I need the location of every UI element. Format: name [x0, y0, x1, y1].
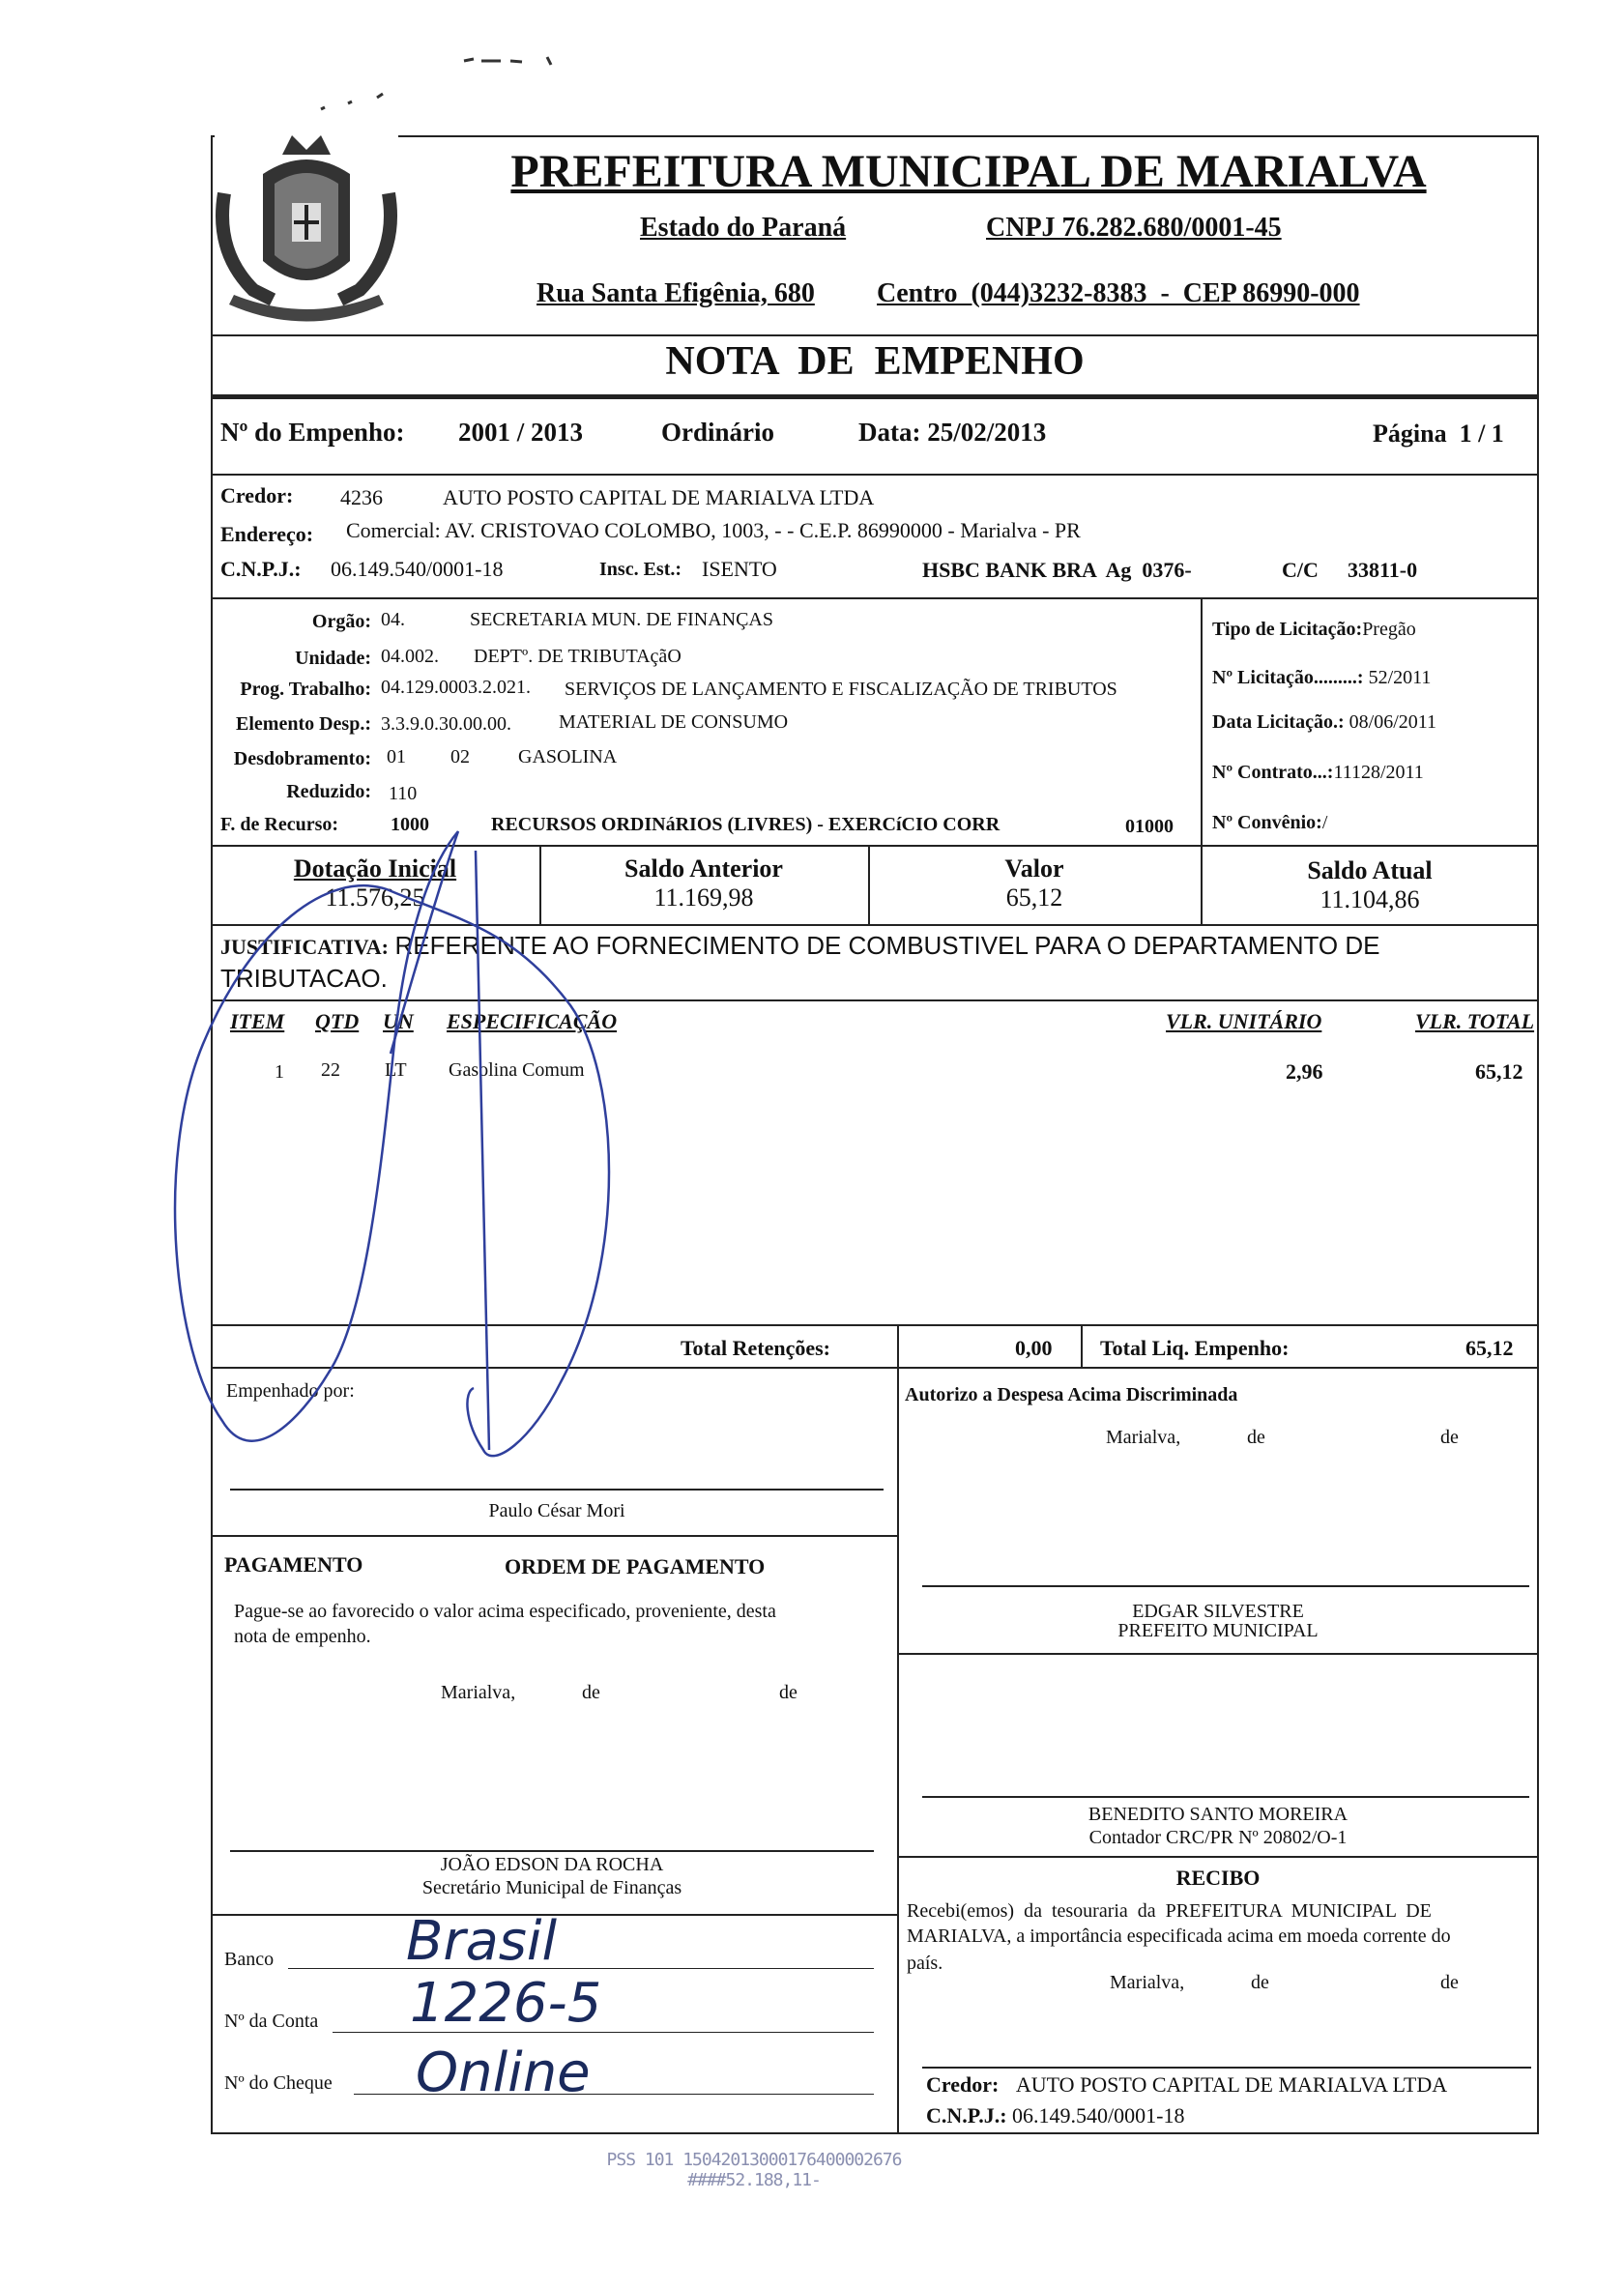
- footer-code: PSS 101 15042013000176400002676 ####52.188,11-: [606, 2150, 902, 2190]
- recibo-text-3: país.: [907, 1953, 943, 1974]
- pagamento-de1: de: [582, 1682, 600, 1703]
- atual-label: Saldo Atual: [1307, 856, 1433, 884]
- item-row-espec: Gasolina Comum: [449, 1059, 585, 1081]
- convenio-label: Nº Convênio:: [1212, 812, 1322, 833]
- header-state: Estado do Paraná: [640, 213, 847, 243]
- item-row-un: LT: [385, 1059, 407, 1081]
- justificativa: [220, 930, 1380, 995]
- credor-insc: ISENTO: [702, 557, 777, 581]
- divider: [211, 597, 1539, 599]
- dotacao-value: 11.576,25: [325, 883, 425, 912]
- empenhado-label: Empenhado por:: [226, 1380, 355, 1402]
- credor-address: Comercial: AV. CRISTOVAO COLOMBO, 1003, - - C.E.P. 86990000 - Marialva - PR: [346, 518, 1081, 542]
- convenio-value: /: [1321, 812, 1328, 833]
- divider: [211, 334, 1539, 336]
- credor-cc: 33811-0: [1348, 558, 1418, 582]
- col-un: UN: [383, 1009, 414, 1033]
- numero-licitacao-label: Nº Licitação.........:: [1212, 667, 1364, 688]
- empenho-date: Data: 25/02/2013: [858, 418, 1047, 447]
- cnpj-label: C.N.P.J.:: [220, 557, 302, 581]
- anterior-value: 11.169,98: [653, 883, 754, 912]
- stray-mark: [462, 53, 559, 61]
- divider: [1201, 597, 1203, 845]
- stray-mark: [319, 92, 396, 111]
- elemento-name: MATERIAL DE CONSUMO: [559, 711, 789, 733]
- reduzido-label: Reduzido:: [286, 781, 371, 802]
- justificativa-label: JUSTIFICATIVA:: [220, 935, 390, 959]
- liquido-label: Total Liq. Empenho:: [1100, 1336, 1290, 1360]
- tipo-licitacao-value: Pregão: [1362, 619, 1416, 640]
- contrato: [1212, 762, 1424, 784]
- recibo-label: RECIBO: [1175, 1866, 1261, 1890]
- pagamento-de2: de: [779, 1682, 798, 1703]
- tipo-licitacao: [1212, 619, 1416, 641]
- divider: [211, 924, 1539, 926]
- numero-licitacao: [1212, 667, 1431, 689]
- pagamento-signer: JOÃO EDSON DA ROCHA: [440, 1854, 664, 1875]
- orgao-name: SECRETARIA MUN. DE FINANÇAS: [470, 609, 773, 630]
- header-address: Rua Santa Efigênia, 680: [536, 278, 815, 308]
- empenho-page: Página 1 / 1: [1373, 420, 1504, 448]
- elemento-label: Elemento Desp.:: [236, 713, 371, 735]
- recibo-cnpj: [926, 2103, 1184, 2128]
- elemento-code: 3.3.9.0.30.00.00.: [381, 713, 511, 735]
- signature-line: [230, 1489, 884, 1491]
- item-row-qtd: 22: [321, 1059, 340, 1081]
- prog-code: 04.129.0003.2.021.: [381, 677, 531, 698]
- prog-name: SERVIÇOS DE LANÇAMENTO E FISCALIZAÇÃO DE TRIBUTOS: [565, 679, 1117, 700]
- contador-signer: BENEDITO SANTO MOREIRA: [1088, 1804, 1348, 1825]
- divider: [211, 1324, 1539, 1326]
- field-line: [288, 1968, 874, 1969]
- recurso-code: 1000: [391, 814, 429, 835]
- divider: [897, 1324, 899, 1367]
- data-licitacao-label: Data Licitação.:: [1212, 711, 1345, 733]
- recibo-credor-name: AUTO POSTO CAPITAL DE MARIALVA LTDA: [1015, 2072, 1448, 2097]
- data-licitacao-value: 08/06/2011: [1348, 711, 1437, 733]
- desdob-name: GASOLINA: [518, 746, 618, 767]
- credor-name: AUTO POSTO CAPITAL DE MARIALVA LTDA: [443, 485, 875, 509]
- pagamento-place: Marialva,: [441, 1682, 516, 1703]
- col-total: VLR. TOTAL: [1415, 1009, 1535, 1033]
- divider: [211, 394, 1539, 399]
- recibo-de1: de: [1251, 1972, 1269, 1993]
- autorizacao-de1: de: [1247, 1427, 1265, 1448]
- divider: [211, 999, 1539, 1001]
- cheque-handwritten: Online: [416, 2041, 591, 2104]
- banco-handwritten: Brasil: [406, 1910, 558, 1973]
- pagamento-text-2: nota de empenho.: [234, 1626, 371, 1647]
- divider: [211, 474, 1539, 476]
- credor-bank: HSBC BANK BRA Ag 0376-: [922, 558, 1192, 582]
- empenho-number-label: Nº do Empenho:: [220, 418, 405, 447]
- header-contact: Centro (044)3232-8383 - CEP 86990-000: [877, 278, 1360, 308]
- header-title: PREFEITURA MUNICIPAL DE MARIALVA: [510, 146, 1427, 197]
- justificativa-text-2: TRIBUTACAO.: [220, 964, 388, 993]
- recibo-text-1: Recebi(emos) da tesouraria da PREFEITURA MUNICIPAL DE: [907, 1900, 1432, 1922]
- contrato-value: 11128/2011: [1333, 762, 1424, 783]
- reduzido-value: 110: [389, 783, 418, 804]
- recibo-cnpj-value: 06.149.540/0001-18: [1012, 2103, 1185, 2128]
- autorizacao-label: Autorizo a Despesa Acima Discriminada: [905, 1384, 1238, 1405]
- tipo-licitacao-label: Tipo de Licitação:: [1212, 619, 1363, 640]
- header-cnpj: CNPJ 76.282.680/0001-45: [986, 213, 1282, 243]
- recibo-text-2: MARIALVA, a importância especificada acima em moeda corrente do: [907, 1925, 1451, 1947]
- pagamento-label: PAGAMENTO: [224, 1552, 363, 1577]
- divider: [211, 1367, 1539, 1369]
- autorizacao-place: Marialva,: [1106, 1427, 1181, 1448]
- orgao-code: 04.: [381, 609, 405, 630]
- justificativa-text-1: REFERENTE AO FORNECIMENTO DE COMBUSTIVEL PARA O DEPARTAMENTO DE: [394, 931, 1380, 960]
- credor-cnpj: 06.149.540/0001-18: [331, 557, 504, 581]
- pagamento-text-1: Pague-se ao favorecido o valor acima especificado, proveniente, desta: [234, 1601, 776, 1622]
- col-item: ITEM: [230, 1009, 285, 1033]
- desdob-2: 02: [450, 746, 470, 767]
- insc-label: Insc. Est.:: [599, 559, 682, 580]
- liquido-value: 65,12: [1465, 1336, 1514, 1360]
- atual-value: 11.104,86: [1320, 885, 1420, 913]
- valor-value: 65,12: [1005, 883, 1063, 912]
- recurso-label: F. de Recurso:: [220, 814, 339, 835]
- valor-label: Valor: [1004, 854, 1064, 883]
- item-row-total: 65,12: [1475, 1059, 1523, 1084]
- numero-licitacao-value: 52/2011: [1368, 667, 1432, 688]
- cc-label: C/C: [1282, 558, 1319, 582]
- recibo-credor-label: Credor:: [926, 2072, 1000, 2097]
- retencoes-label: Total Retenções:: [681, 1336, 830, 1360]
- empenho-number: 2001 / 2013: [458, 418, 584, 447]
- conta-handwritten: 1226-5: [410, 1972, 602, 2035]
- doc-title: NOTA DE EMPENHO: [665, 339, 1085, 384]
- recibo-cnpj-label: C.N.P.J.:: [926, 2103, 1007, 2128]
- signature-line: [922, 1585, 1529, 1587]
- unidade-code: 04.002.: [381, 646, 439, 667]
- divider: [211, 845, 1539, 847]
- retencoes-value: 0,00: [1015, 1336, 1053, 1360]
- dotacao-label: Dotação Inicial: [293, 854, 457, 883]
- empenhado-name: Paulo César Mori: [488, 1500, 625, 1521]
- unidade-name: DEPTº. DE TRIBUTAçãO: [474, 646, 682, 667]
- signature-line: [230, 1850, 874, 1852]
- anterior-label: Saldo Anterior: [624, 854, 783, 883]
- pagamento-role: Secretário Municipal de Finanças: [421, 1877, 682, 1898]
- autorizacao-de2: de: [1440, 1427, 1459, 1448]
- item-row-unit: 2,96: [1286, 1059, 1323, 1084]
- recibo-place: Marialva,: [1110, 1972, 1185, 1993]
- autorizacao-signer: EDGAR SILVESTRE: [1132, 1601, 1304, 1622]
- recibo-credor: [926, 2072, 1447, 2098]
- cheque-label: Nº do Cheque: [224, 2072, 333, 2094]
- coat-of-arms-icon: [215, 135, 398, 329]
- contador-role: Contador CRC/PR Nº 20802/O-1: [1088, 1827, 1348, 1848]
- divider: [211, 1535, 897, 1537]
- desdob-1: 01: [387, 746, 406, 767]
- empenho-type: Ordinário: [661, 418, 775, 447]
- recurso-name: RECURSOS ORDINáRIOS (LIVRES) - EXERCíCIO CORR: [491, 814, 1000, 835]
- convenio: [1212, 812, 1327, 834]
- item-row-item: 1: [275, 1061, 284, 1083]
- signature-line: [922, 1796, 1529, 1798]
- recurso-num: 01000: [1125, 816, 1174, 837]
- autorizacao-role: PREFEITO MUNICIPAL: [1117, 1620, 1319, 1641]
- contrato-label: Nº Contrato...:: [1212, 762, 1334, 783]
- divider: [897, 1653, 1539, 1655]
- divider: [897, 1367, 899, 2134]
- divider: [897, 1856, 1539, 1858]
- col-unit: VLR. UNITÁRIO: [1166, 1009, 1322, 1033]
- unidade-label: Unidade:: [295, 648, 371, 669]
- col-qtd: QTD: [315, 1009, 360, 1033]
- banco-label: Banco: [224, 1949, 275, 1970]
- credor-label: Credor:: [220, 483, 294, 507]
- col-espec: ESPECIFICAÇÃO: [447, 1009, 618, 1033]
- desdob-label: Desdobramento:: [233, 748, 371, 769]
- conta-label: Nº da Conta: [224, 2011, 319, 2032]
- ordem-pagamento: ORDEM DE PAGAMENTO: [505, 1554, 766, 1578]
- prog-label: Prog. Trabalho:: [240, 679, 371, 700]
- credor-code: 4236: [340, 485, 383, 509]
- data-licitacao: [1212, 711, 1436, 734]
- recibo-de2: de: [1440, 1972, 1459, 1993]
- divider: [922, 2067, 1531, 2069]
- address-label: Endereço:: [220, 522, 314, 546]
- orgao-label: Orgão:: [311, 611, 371, 632]
- divider: [1081, 1324, 1083, 1367]
